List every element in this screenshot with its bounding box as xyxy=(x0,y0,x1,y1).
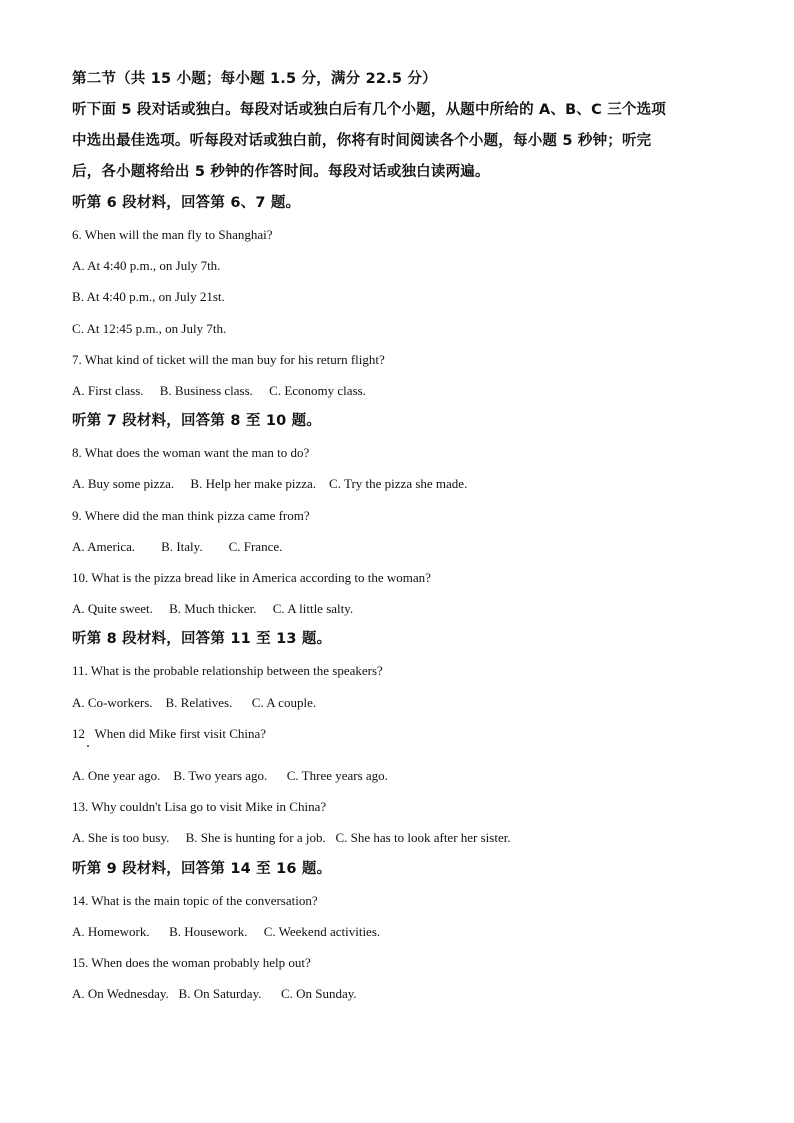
stray-dot-mark xyxy=(87,745,89,747)
question-13: 13. Why couldn't Lisa go to visit Mike in China? xyxy=(72,799,327,815)
question-7-options: A. First class. B. Business class. C. Economy class. xyxy=(72,383,366,399)
question-14-options: A. Homework. B. Housework. C. Weekend activities. xyxy=(72,923,381,939)
question-12: 12 When did Mike first visit China? xyxy=(72,725,267,741)
question-6-option-a: A. At 4:40 p.m., on July 7th. xyxy=(72,258,221,274)
question-8: 8. What does the woman want the man to do? xyxy=(72,445,310,461)
group-heading-9: 听第 9 段材料，回答第 14 至 16 题。 xyxy=(72,860,332,877)
group-heading-8: 听第 8 段材料，回答第 11 至 13 题。 xyxy=(72,631,332,648)
question-7: 7. What kind of ticket will the man buy for his return flight? xyxy=(72,351,385,367)
section-heading: 第二节（共 15 小题；每小题 1.5 分，满分 22.5 分） xyxy=(72,71,437,87)
question-6-option-b: B. At 4:40 p.m., on July 21st. xyxy=(72,289,225,305)
question-13-options: A. She is too busy. B. She is hunting for a job. C. She has to look after her sister. xyxy=(72,830,511,846)
section-intro-line-2: 中选出最佳选项。听每段对话或独白前，你将有时间阅读各个小题，每小题 5 秒钟；听完 xyxy=(72,133,652,149)
question-6: 6. When will the man fly to Shanghai? xyxy=(72,227,273,242)
question-9-options: A. America. B. Italy. C. France. xyxy=(72,538,283,554)
group-heading-7: 听第 7 段材料，回答第 8 至 10 题。 xyxy=(72,413,322,430)
question-15: 15. When does the woman probably help out? xyxy=(72,955,311,971)
question-11-options: A. Co-workers. B. Relatives. C. A couple. xyxy=(72,694,317,710)
question-10-options: A. Quite sweet. B. Much thicker. C. A little salty. xyxy=(72,601,354,617)
question-6-option-c: C. At 12:45 p.m., on July 7th. xyxy=(72,320,227,336)
question-10: 10. What is the pizza bread like in America according to the woman? xyxy=(72,570,431,586)
section-intro-line-1: 听下面 5 段对话或独白。每段对话或独白后有几个小题，从题中所给的 A、B、C 三个选项 xyxy=(72,102,666,118)
question-11: 11. What is the probable relationship between the speakers? xyxy=(72,663,383,679)
question-14: 14. What is the main topic of the conversation? xyxy=(72,892,318,908)
exam-page xyxy=(72,64,732,1009)
question-15-options: A. On Wednesday. B. On Saturday. C. On Sunday. xyxy=(72,986,357,1002)
question-12-options: A. One year ago. B. Two years ago. C. Three years ago. xyxy=(72,768,388,784)
question-8-options: A. Buy some pizza. B. Help her make pizza. C. Try the pizza she made. xyxy=(72,476,468,492)
question-9: 9. Where did the man think pizza came from? xyxy=(72,507,310,523)
section-intro-line-3: 后，各小题将给出 5 秒钟的作答时间。每段对话或独白读两遍。 xyxy=(72,164,490,180)
group-heading-6: 听第 6 段材料，回答第 6、7 题。 xyxy=(72,195,301,211)
